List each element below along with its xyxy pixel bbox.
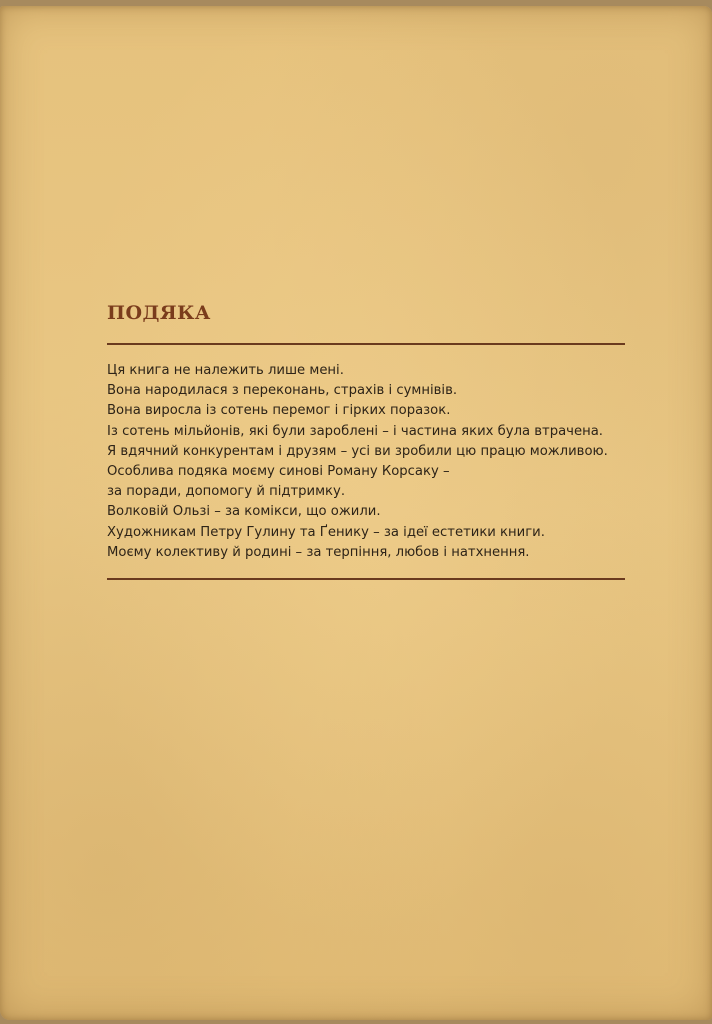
text-line: за поради, допомогу й підтримку. [107,484,346,500]
text-line: Художникам Петру Гулину та Ґенику – за ідеї естетики книги. [107,524,545,540]
text-line: Вона виросла із сотень перемог і гірких поразок. [107,403,451,419]
text-line: Волковій Ользі – за комікси, що ожили. [107,504,381,520]
acknowledgements-section [107,296,625,580]
acknowledgements-text [107,361,625,563]
text-line: Ця книга не належить лише мені. [107,363,344,378]
text-line: Із сотень мільйонів, які були зароблені – і частина яких була втрачена. [107,423,603,439]
text-line: Вона народилася з переконань, страхів і сумнівів. [107,383,458,399]
page-title: ПОДЯКА [107,302,211,324]
text-line: Я вдячний конкурентам і друзям – усі ви зробили цю працю можливою. [107,443,608,459]
bottom-divider [107,578,625,580]
text-line: Особлива подяка моєму синові Роману Корсаку – [107,464,450,480]
top-divider [107,343,625,345]
text-line: Моєму колективу й родині – за терпіння, любов і натхнення. [107,544,530,560]
parchment-page [0,6,712,1020]
